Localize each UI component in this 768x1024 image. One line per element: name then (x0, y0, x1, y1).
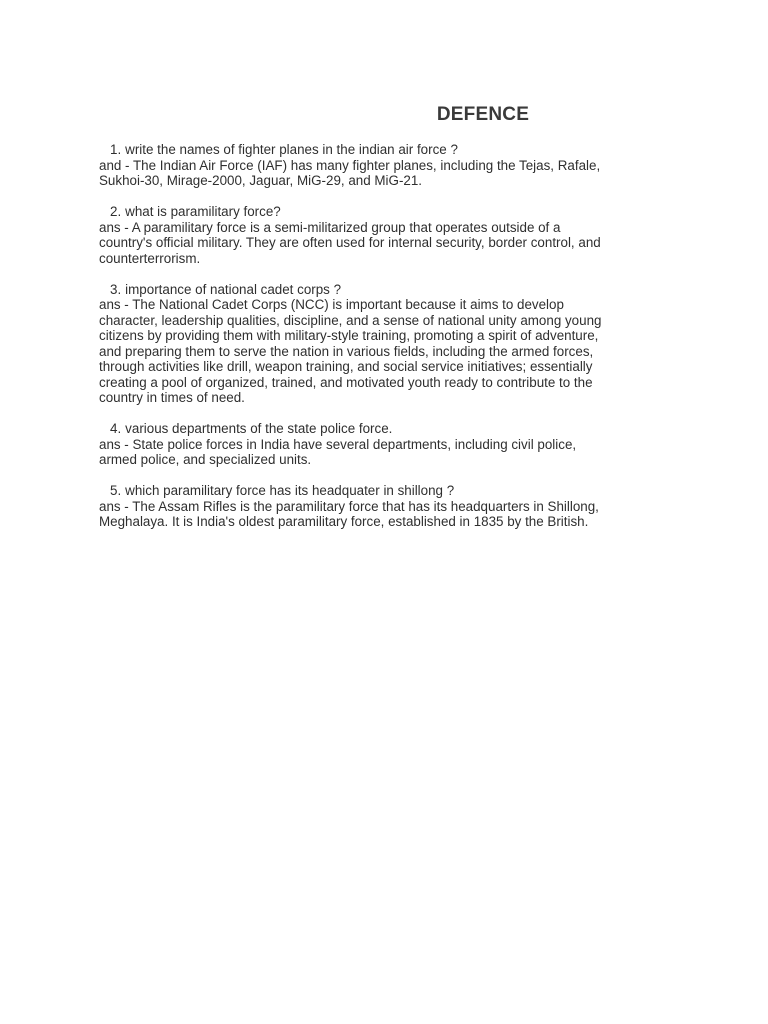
question-text: write the names of fighter planes in the indian air force ? (125, 142, 458, 157)
question-number: 4. (110, 421, 122, 436)
question-number: 3. (110, 281, 122, 297)
question-number: 2. (110, 204, 122, 219)
qa-item-4 (99, 421, 679, 468)
page-title: DEFENCE (436, 104, 530, 125)
answer-1: and - The Indian Air Force (IAF) has many fighter planes, including the Tejas, Rafale, Sukhoi-30, Mirage-2000, Jaguar, MiG-29, and MiG-21. (99, 157, 601, 188)
answer-2: ans - A paramilitary force is a semi-militarized group that operates outside of a country's official military. They are often used for internal security, border control, and counterterrorism. (99, 219, 601, 266)
qa-item-3 (99, 282, 679, 406)
answer-3: ans - The National Cadet Corps (NCC) is important because it aims to develop character, leadership qualities, discipline, and a sense of national unity among young citizens by providing them with military-style training, promoting a spirit of adventure, and preparing them to serve the nation in various fields, including the armed forces, through activities like drill, weapon training, and social service initiatives; essentially creating a pool of organized, trained, and motivated youth ready to contribute to the country in times of need. (99, 297, 602, 405)
question-1 (99, 142, 679, 158)
question-text: what is paramilitary force? (125, 204, 281, 219)
question-text: importance of national cadet corps ? (125, 281, 342, 297)
question-5 (99, 483, 679, 499)
question-number: 5. (110, 483, 122, 498)
question-text: various departments of the state police force. (125, 421, 393, 436)
question-4 (99, 421, 679, 437)
question-3 (99, 282, 679, 298)
answer-4: ans - State police forces in India have several departments, including civil police, armed police, and specialized units. (99, 436, 577, 467)
qa-list (99, 142, 679, 545)
answer-5: ans - The Assam Rifles is the paramilitary force that has its headquarters in Shillong, Meghalaya. It is India's oldest paramilitary force, established in 1835 by the British. (99, 498, 599, 529)
question-number: 1. (110, 142, 122, 157)
question-2 (99, 204, 679, 220)
qa-item-5 (99, 483, 679, 530)
qa-item-2 (99, 204, 679, 266)
question-text: which paramilitary force has its headquater in shillong ? (125, 483, 455, 498)
qa-item-1 (99, 142, 679, 189)
